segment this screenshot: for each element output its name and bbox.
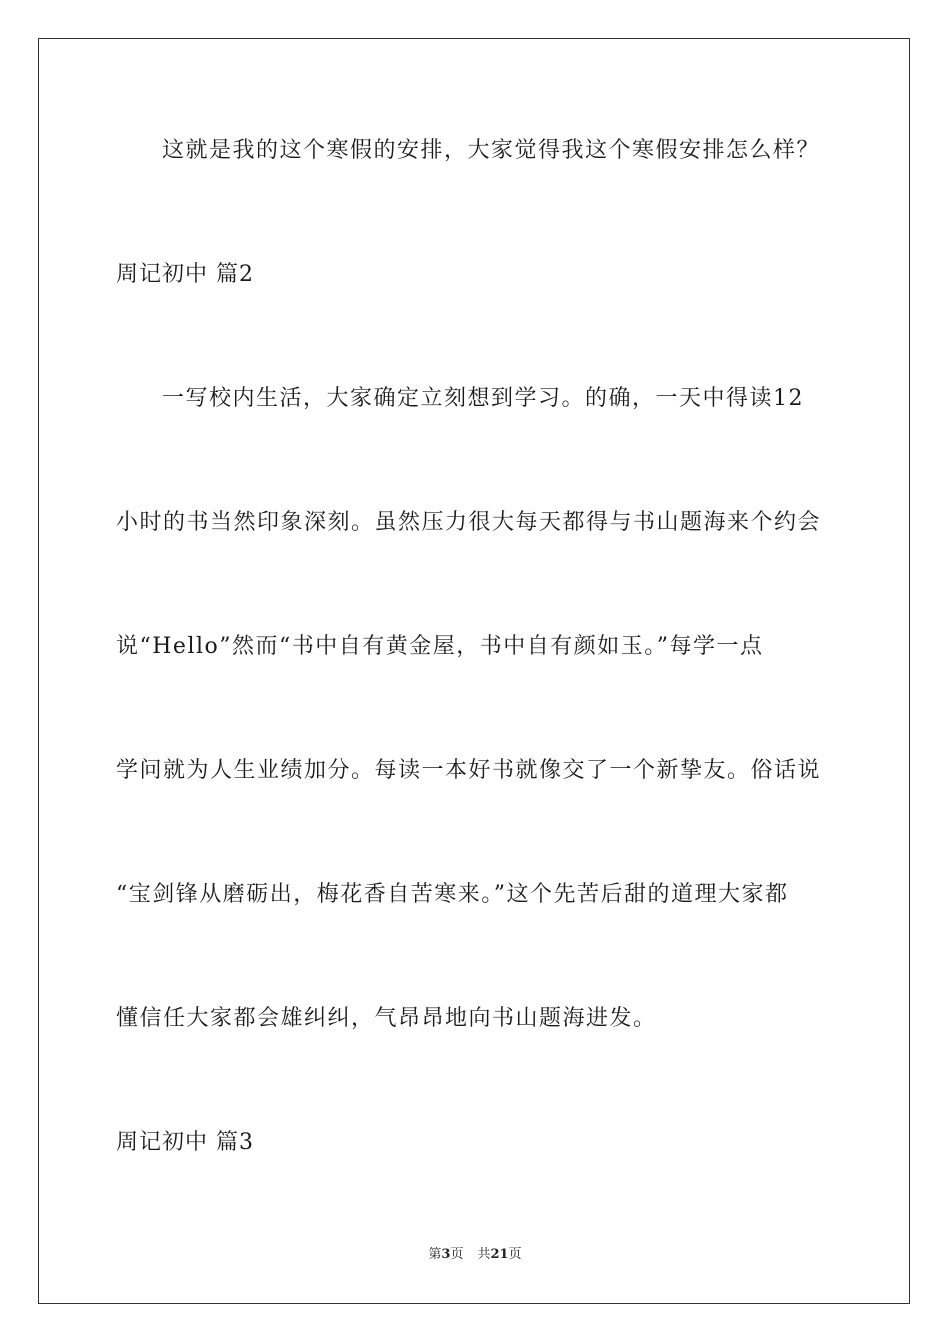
footer-total-pages: 21 <box>490 1247 509 1262</box>
footer-page-prefix: 第 <box>428 1247 442 1262</box>
page-footer <box>0 1246 950 1264</box>
paragraph-line: 懂信任大家都会雄纠纠，气昂昂地向书山题海进发。 <box>116 1006 657 1031</box>
section-heading: 周记初中 篇3 <box>116 1130 254 1155</box>
paragraph-line: 学问就为人生业绩加分。每读一本好书就像交了一个新挚友。俗话说 <box>116 758 822 783</box>
footer-total-prefix: 共 <box>477 1247 491 1262</box>
footer-page-number: 3 <box>441 1247 451 1262</box>
footer-page-suffix: 页 <box>450 1247 464 1262</box>
section-heading: 周记初中 篇2 <box>116 262 254 287</box>
footer-total-suffix: 页 <box>508 1247 522 1262</box>
paragraph-line: “宝剑锋从磨砺出，梅花香自苦寒来。”这个先苦后甜的道理大家都 <box>116 882 789 907</box>
page-frame <box>38 38 910 1304</box>
paragraph-line: 说“Hello”然而“书中自有黄金屋，书中自有颜如玉。”每学一点 <box>116 634 764 659</box>
paragraph-line: 一写校内生活，大家确定立刻想到学习。的确，一天中得读12 <box>162 386 804 411</box>
paragraph-line: 小时的书当然印象深刻。虽然压力很大每天都得与书山题海来个约会 <box>116 510 822 535</box>
paragraph-line: 这就是我的这个寒假的安排，大家觉得我这个寒假安排怎么样？ <box>162 138 821 163</box>
